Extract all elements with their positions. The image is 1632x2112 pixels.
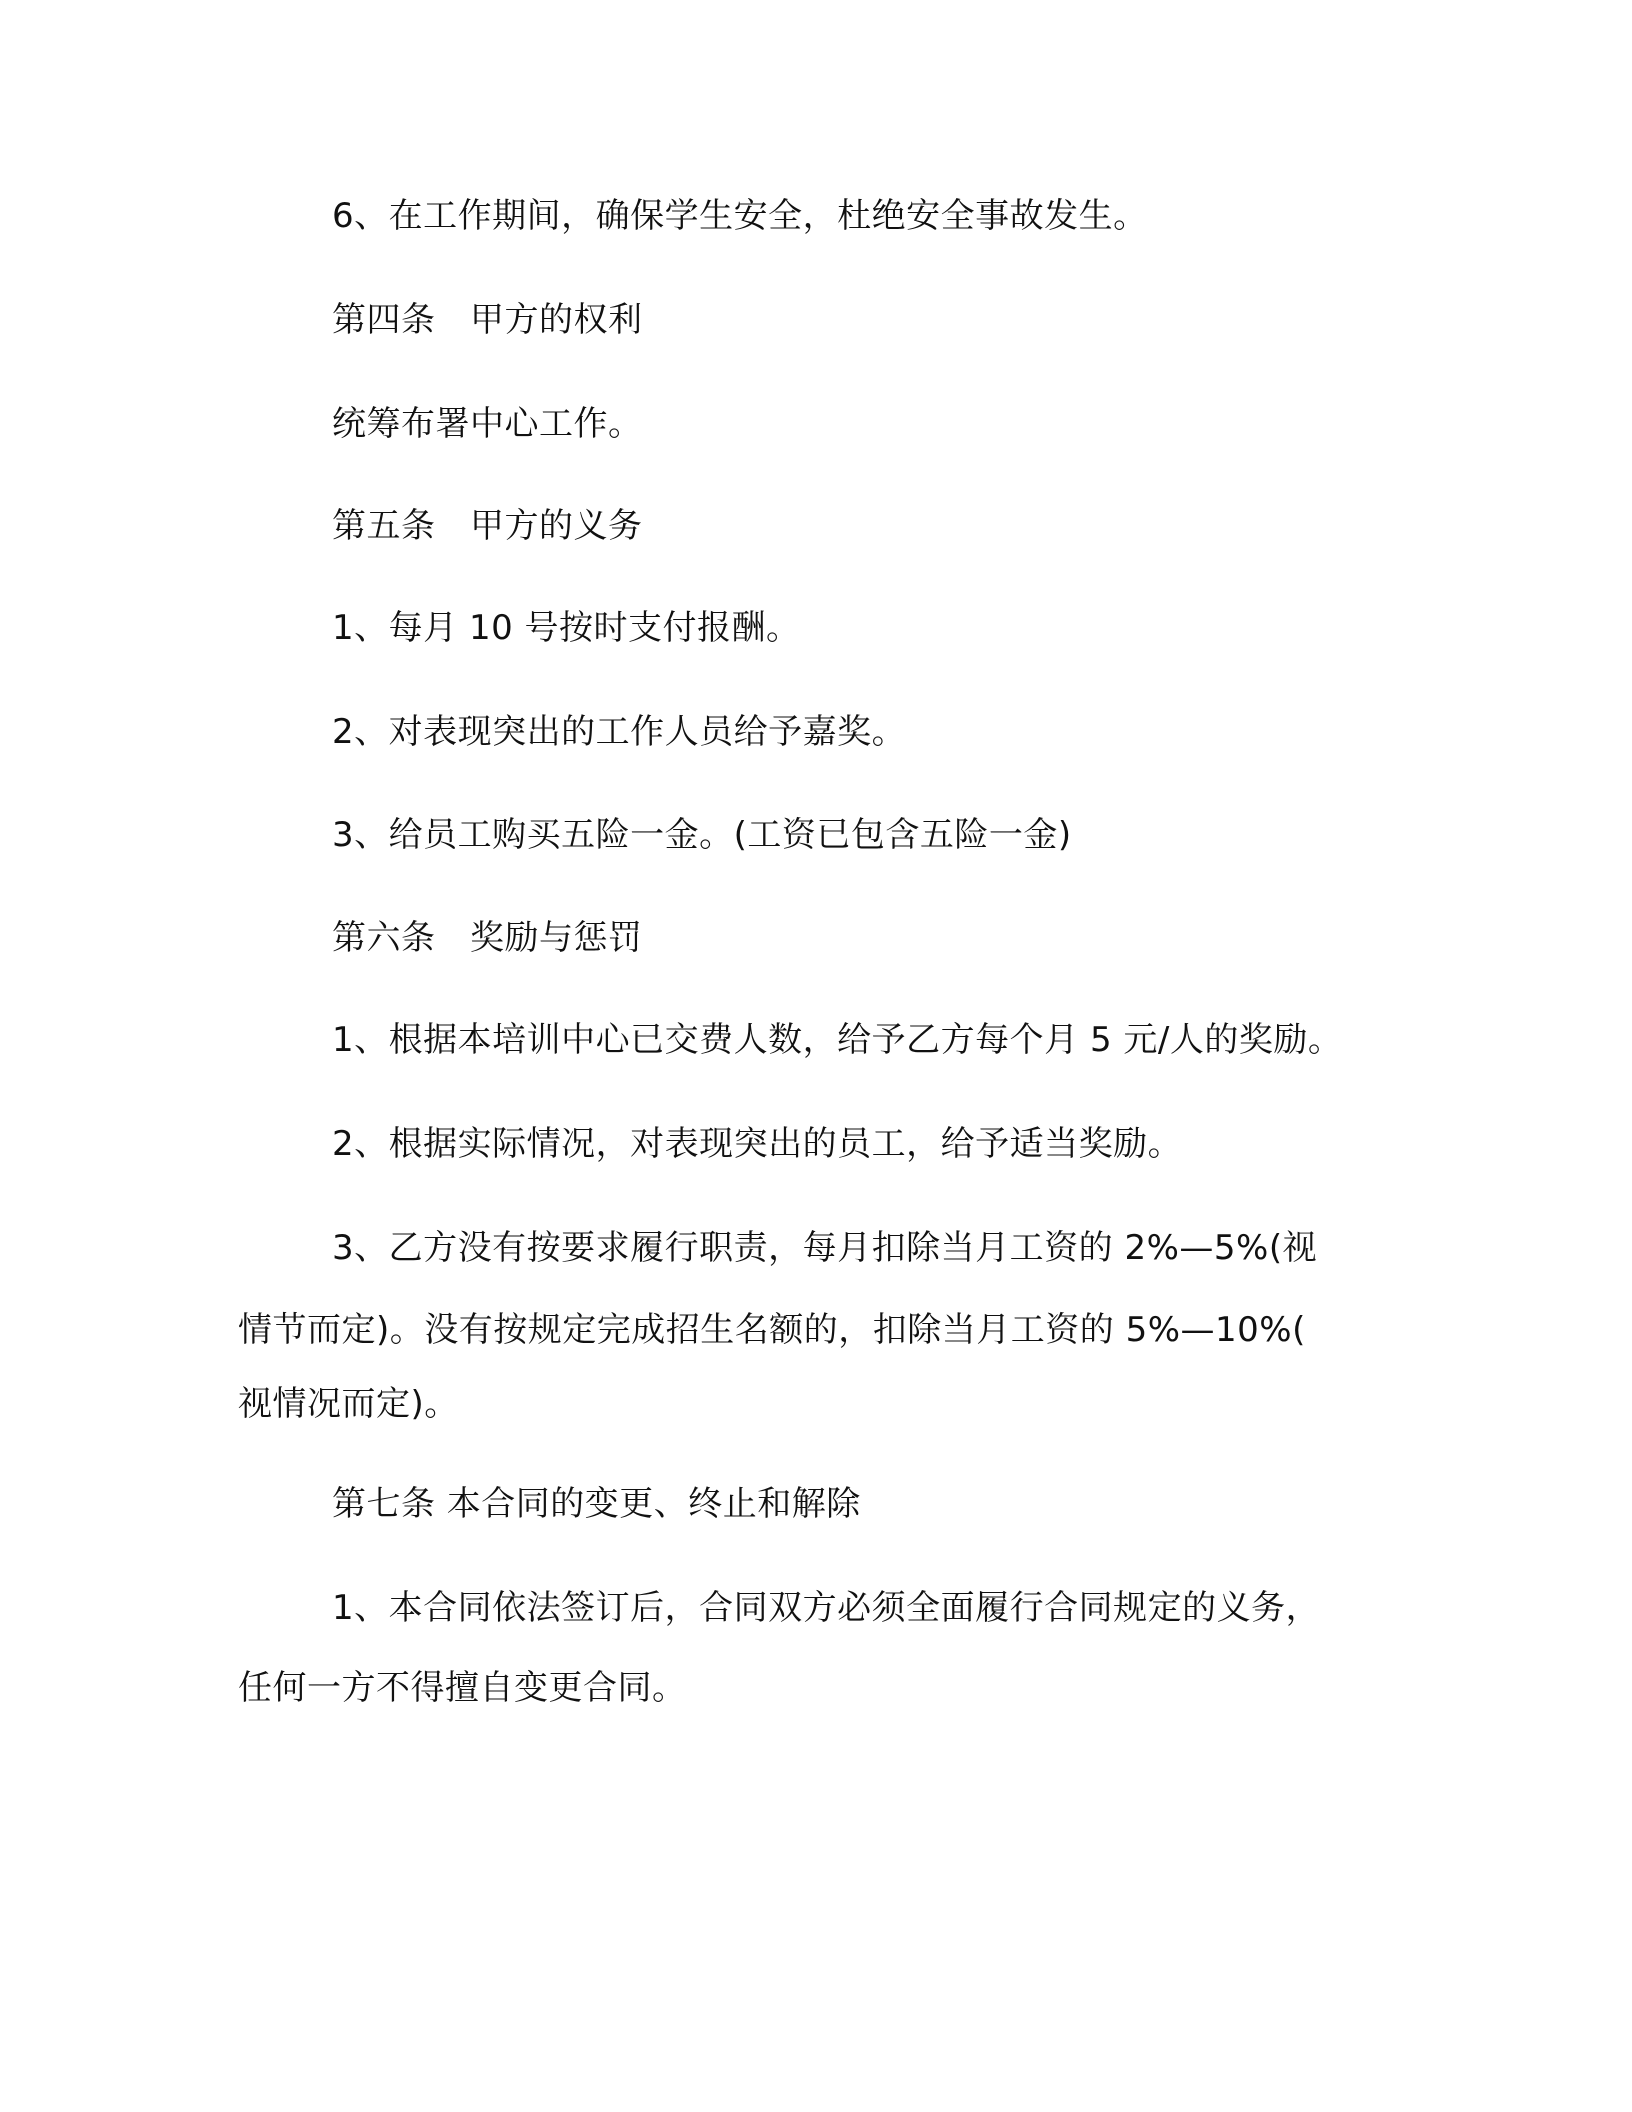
article-5-item-2: 2、对表现突出的工作人员给予嘉奖。: [332, 712, 907, 752]
article-6-item-1: 1、根据本培训中心已交费人数，给予乙方每个月 5 元/人的奖励。: [332, 1020, 1343, 1060]
article-7-item-1-line-1: 1、本合同依法签订后，合同双方必须全面履行合同规定的义务，: [332, 1588, 1321, 1628]
article-4-text: 统筹布署中心工作。: [332, 404, 643, 444]
article-5-item-3: 3、给员工购买五险一金。(工资已包含五险一金): [332, 815, 1072, 855]
article-6-item-3-line-3: 视情况而定)。: [238, 1384, 459, 1424]
article-7-item-1-line-2: 任何一方不得擅自变更合同。: [238, 1668, 687, 1708]
article-5-item-1: 1、每月 10 号按时支付报酬。: [332, 608, 801, 648]
article-4-heading: 第四条 甲方的权利: [332, 300, 643, 340]
clause-3-item-6: 6、在工作期间，确保学生安全，杜绝安全事故发生。: [332, 196, 1148, 236]
article-7-heading: 第七条 本合同的变更、终止和解除: [332, 1484, 861, 1524]
article-5-heading: 第五条 甲方的义务: [332, 506, 643, 546]
article-6-item-3-line-2: 情节而定)。没有按规定完成招生名额的，扣除当月工资的 5%—10%(: [238, 1310, 1306, 1350]
article-6-heading: 第六条 奖励与惩罚: [332, 918, 643, 958]
article-6-item-2: 2、根据实际情况，对表现突出的员工，给予适当奖励。: [332, 1124, 1183, 1164]
article-6-item-3-line-1: 3、乙方没有按要求履行职责，每月扣除当月工资的 2%—5%(视: [332, 1228, 1318, 1268]
